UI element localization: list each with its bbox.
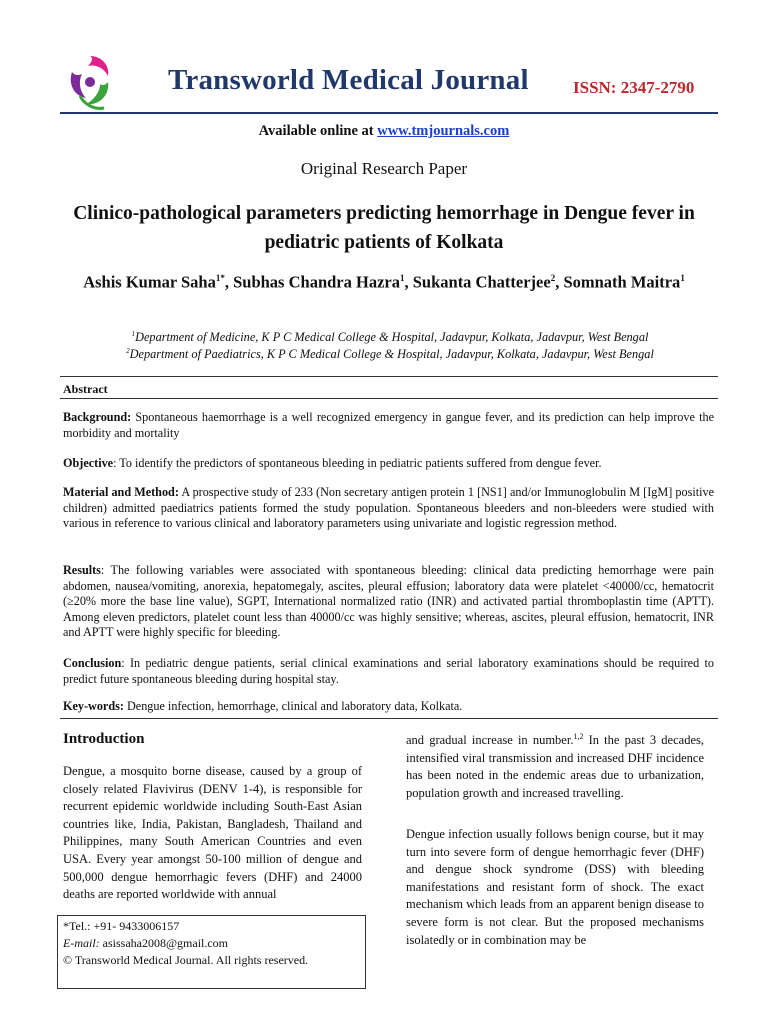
journal-website-link[interactable]: www.tmjournals.com [377,123,510,139]
results-label: Results [63,563,101,577]
intro-right-paragraph-2: Dengue infection usually follows benign course, but it may turn into severe form of dengue hemorrhagic fever (DHF) and dengue shock syndrome (DSS) with bleeding manifestations and resistant form of shock. The exact mechanism which leads from an apparent benign disease to severe form is not clear. But the proposed mechanisms isolatedly or in combination may be [406,827,704,947]
citation-sup: 1,2 [573,732,584,741]
affiliation-1 [60,330,720,345]
abstract-heading-rule [60,398,718,399]
affiliation-2 [60,347,720,362]
issn-label: ISSN: 2347-2790 [573,78,695,97]
right-p1-rest: In the past 3 decades, intensified viral transmission and increased DHF incidence has been noted in the endemic areas due to urbanization, population growth and increased travelling. [406,733,704,800]
abstract-objective [63,456,714,472]
affiliation-sup: 1 [131,330,136,338]
conclusion-text: : In pediatric dengue patients, serial clinical examinations and serial laboratory examinations should be required to predict future spontaneous bleeding during hospital stay. [63,656,714,686]
author-sup: 1* [215,273,225,283]
author-name: Sukanta Chatterjee [412,272,551,292]
abstract-background [63,410,714,441]
background-text: Spontaneous haemorrhage is a well recognized emergency in gangue fever, and its prediction can help improve the morbidity and mortality [63,410,714,440]
abstract-methods [63,485,714,532]
abstract-conclusion [63,656,714,687]
author-sup: 2 [550,273,556,283]
intro-left-paragraph: Dengue, a mosquito borne disease, caused by a group of closely related Flavivirus (DENV 1-4), is responsible for recurrent epidemic worldwide including South-East Asian countries like, India, Pakistan, Bangladesh, Thailand and Philippines, many South American Countries and even USA. Every year amongst 50-100 million of dengue and 500,000 dengue hemorrhagic fevers (DHF) and 24000 deaths are reported worldwide with annual [63,764,362,902]
header-rule [60,112,718,114]
keywords-label: Key-words: [63,699,124,713]
email-label: E-mail: [63,936,100,950]
article-title: Clinico-pathological parameters predicting hemorrhage in Dengue fever in pediatric patients of Kolkata [73,203,695,253]
right-p1-start: and gradual increase in number. [406,733,574,748]
author-sup: 1 [399,273,405,283]
author-sup: 1 [680,273,685,283]
methods-label: Material and Method: [63,485,179,499]
objective-label: Objective [63,456,114,470]
affiliation-text: Department of Medicine, K P C Medical College & Hospital, Jadavpur, Kolkata, Jadavpur, West Bengal [135,330,649,345]
footnote-email [63,935,228,952]
footnote-tel: *Tel.: +91- 9433006157 [63,919,180,933]
paper-type: Original Research Paper [300,159,468,178]
objective-text: : To identify the predictors of spontaneous bleeding in pediatric patients suffered from dengue fever. [113,456,602,470]
author-name: Somnath Maitra [563,272,681,292]
author-list: Ashis Kumar Saha$^{1*}$, Subhas Chandra Hazra$^1$, Sukanta Chatterjee$^2$, Somnath Maitra$^1$ [83,272,685,292]
introduction-heading: Introduction [63,731,145,747]
email-address[interactable]: asissaha2008@gmail.com [102,936,229,950]
footnote-copyright: © Transworld Medical Journal. All rights reserved. [63,953,309,967]
availability-line [0,123,768,140]
journal-logo [64,52,116,112]
background-label: Background: [63,410,132,424]
abstract-bottom-rule [60,718,718,719]
affiliation-text: Department of Paediatrics, K P C Medical College & Hospital, Jadavpur, Kolkata, Jadavpur, West Bengal [129,347,654,362]
abstract-results [63,563,714,641]
methods-text: A prospective study of 233 (Non secretary antigen protein 1 [NS1] and/or Immunoglobulin M [IgM] positive children) admitted paediatrics patients formed the study population. Spontaneous bleeders and non-bleeders were studied with various in reference to various clinical and laboratory parameters using univariate and logistic regression method. [63,485,714,531]
abstract-heading: Abstract [63,382,108,396]
journal-name: Transworld Medical Journal [168,64,529,96]
abstract-keywords [63,699,714,715]
affiliation-sup: 2 [126,347,130,355]
abstract-top-rule [60,376,718,377]
intro-right-paragraph-1 [406,728,704,803]
results-text: : The following variables were associated with spontaneous bleeding: clinical data predicting hemorrhage were pain abdomen, nausea/vomiting, anorexia, hepatomegaly, ascites, pleural effusion; laboratory data were platelet <40000/cc, hematocrit (≥20% more the base line value), SGPT, International normalized ratio (INR) and activated partial thromboplastin time (APTT). Among eleven predictors, platelet count less than 40000/cc was highly sensitive; whereas, ascites, pleural effusion, hematocrit, INR and APTT were highly specific for bleeding. [63,563,714,640]
available-prefix: Available online at [258,123,374,139]
author-name: Ashis Kumar Saha [83,272,216,292]
keywords-text: Dengue infection, hemorrhage, clinical and laboratory data, Kolkata. [126,699,463,713]
conclusion-label: Conclusion [63,656,122,670]
author-name: Subhas Chandra Hazra [233,272,400,292]
